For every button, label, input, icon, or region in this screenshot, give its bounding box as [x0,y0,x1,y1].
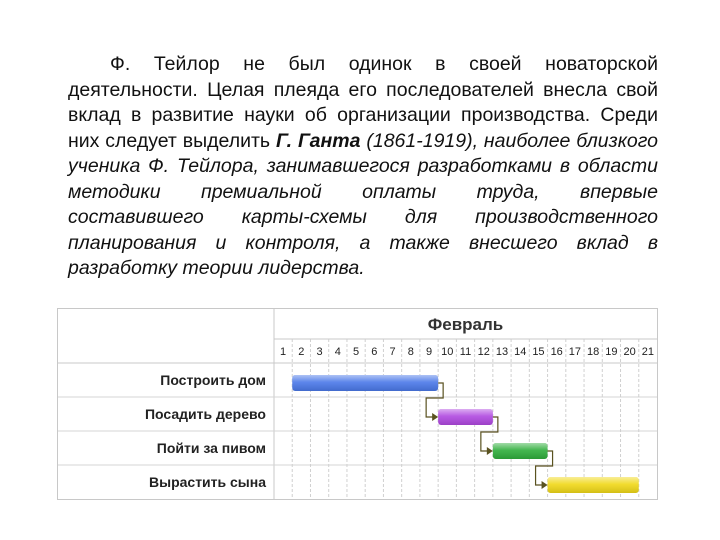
day-number: 1 [280,346,287,358]
day-number: 12 [477,346,490,358]
dependency-arrowhead [542,481,548,489]
day-number: 5 [353,346,360,358]
task-bar-shine [548,477,639,493]
day-number: 16 [550,346,563,358]
day-number: 20 [623,346,636,358]
day-number: 3 [316,346,323,358]
task-label: Пойти за пивом [156,440,266,456]
paragraph-part-2: (1861-1919), наиболее близкого ученика Ф. Тейлора, занимавшегося разработками в области методики премиальной оплаты труда, впервые составившего карты-схемы для производственного планирования и контроля, а также внесшего вклад в разработку теории лидерства. [68,129,659,279]
day-number: 18 [587,346,600,358]
task-label: Вырастить сына [149,474,266,490]
day-number: 7 [389,346,396,358]
gantt-name: Г. Ганта [275,129,361,152]
day-number: 6 [371,346,378,358]
task-bar-shine [438,409,493,425]
task-bar-shine [292,375,438,391]
day-number: 15 [532,346,545,358]
dependency-arrowhead [432,413,438,421]
day-number: 19 [605,346,618,358]
task-label: Посадить дерево [144,406,266,422]
day-number: 11 [459,346,472,358]
day-number: 9 [425,346,433,358]
gantt-chart-svg [58,309,657,499]
dependency-arrowhead [487,447,493,455]
day-number: 8 [407,346,414,358]
day-number: 4 [334,346,341,358]
day-number: 13 [495,346,509,358]
gantt-chart [57,308,658,500]
day-number: 14 [514,346,527,358]
month-title: Февраль [427,315,504,334]
day-number: 10 [441,346,454,358]
day-number: 21 [641,346,655,358]
paragraph-text [68,52,658,282]
body-paragraph [68,52,658,282]
paragraph-part-1: Ф. Тейлор не был одинок в своей новаторской деятельности. Целая плеяда его последователей внесла свой вклад в развитие науки об организации производства. Среди них следует выделить [68,53,658,152]
task-bar-shine [493,443,548,459]
day-number: 17 [568,346,582,358]
day-number: 2 [298,346,305,358]
task-label: Построить дом [160,372,266,388]
